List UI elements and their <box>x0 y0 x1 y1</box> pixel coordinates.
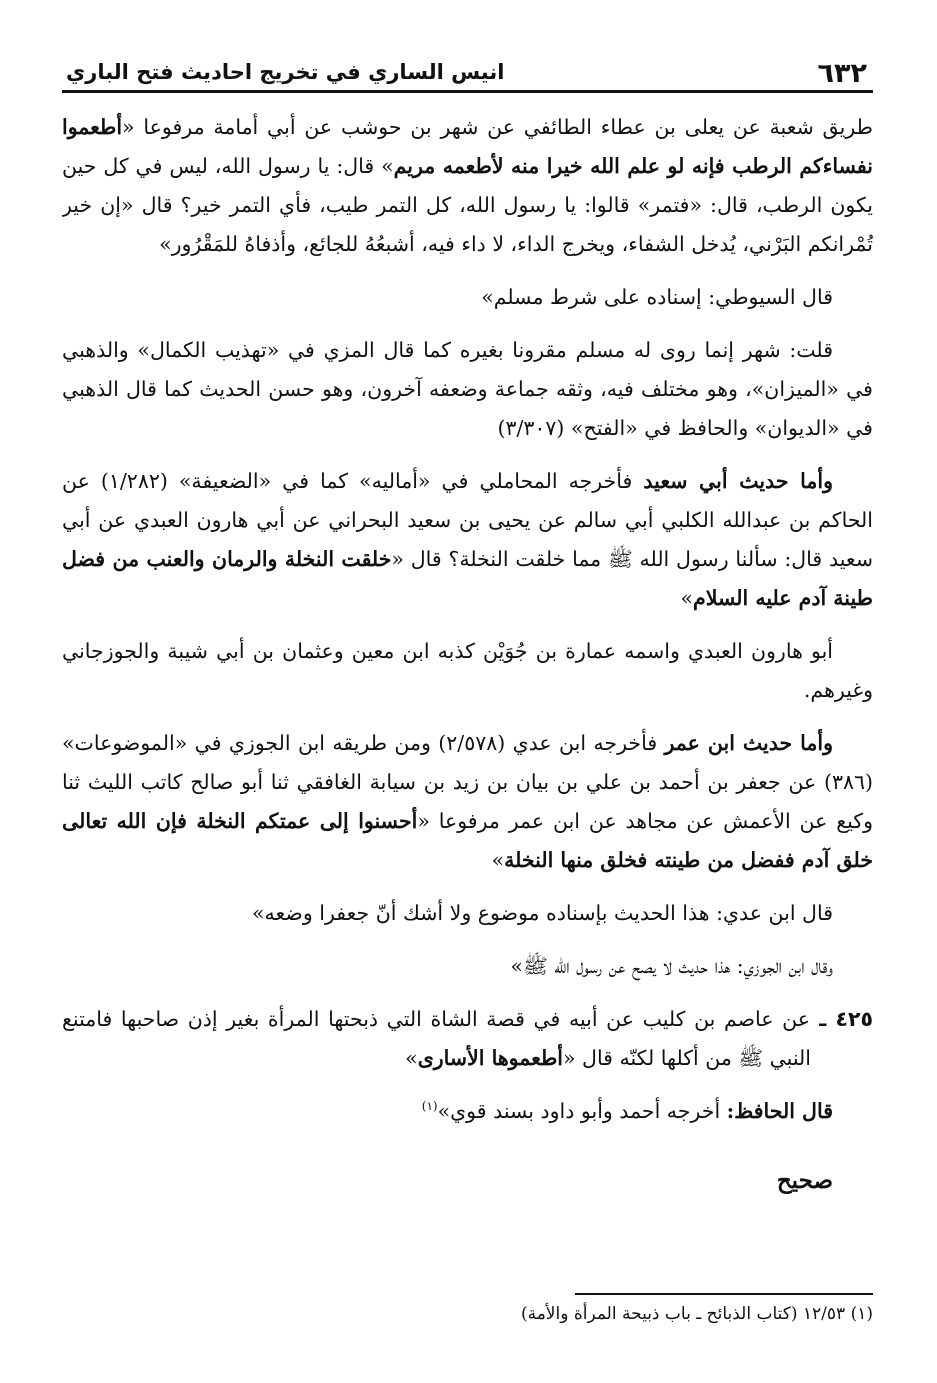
text-segment: فأخرجه ابن عدي (٢/٥٧٨) ومن طريقه ابن الجوزي في «الموضوعات» (٣٨٦) عن جعفر بن أحمد بن علي بن بيان بن زيد بن سيابة الغافقي ثنا أبو صالح كاتب الليث ثنا وكيع عن الأعمش عن مجاهد عن ابن عمر مرفوعا « <box>62 731 873 833</box>
hafiz-label: قال الحافظ: <box>726 1099 833 1123</box>
footnote-rule <box>575 1293 873 1295</box>
paragraph-ibn-jawzi: وقال ابن الجوزي: هذا حديث لا يصح عن رسول الله ﷺ» <box>510 954 833 978</box>
section-heading: وأما حديث أبي سعيد <box>643 469 833 493</box>
paragraph-hafiz <box>62 1092 873 1131</box>
section-heading: وأما حديث ابن عمر <box>664 731 833 755</box>
text-segment: فأخرجه المحاملي في «أماليه» كما في «الضعيفة» (١/٢٨٢) عن الحاكم بن عبدالله الكلبي أبي سالم عن يحيى بن سعيد البحراني عن أبي هارون العبدي عن أبي سعيد قال: سألنا رسول الله ﷺ مما خلقت النخلة؟ قال « <box>62 469 873 571</box>
footnote-ref[interactable]: (١) <box>421 1099 438 1114</box>
text-segment: عن عاصم بن كليب عن أبيه في قصة الشاة التي ذبحتها المرأة بغير إذن صاحبها فامتنع النبي ﷺ من أكلها لكنّه قال « <box>62 1007 811 1070</box>
item-number: ٤٢٥ <box>835 1007 873 1031</box>
running-title: انيس الساري في تخريج احاديث فتح الباري <box>66 60 505 84</box>
text-segment: » <box>405 1046 418 1070</box>
footnote-marker: (١) <box>850 1304 873 1324</box>
hadith-text: أحسنوا إلى عمتكم النخلة فإن الله تعالى خلق آدم ففضل من طينته فخلق منها النخلة <box>62 809 873 872</box>
paragraph-ibn-adi: قال ابن عدي: هذا الحديث بإسناده موضوع ولا أشك أنّ جعفرا وضعه» <box>252 901 833 925</box>
footnote <box>62 1300 873 1328</box>
hadith-text: أطعموا نفساءكم الرطب فإنه لو علم الله خيرا منه لأطعمه مريم <box>62 115 873 178</box>
main-text <box>62 108 873 1253</box>
paragraph-comment: قلت: شهر إنما روى له مسلم مقرونا بغيره كما قال المزي في «تهذيب الكمال» والذهبي في «الميزان»، وهو مختلف فيه، وثقه جماعة وضعفه آخرون، وهو حسن الحديث كما قال الذهبي في «الديوان» والحافظ في «الفتح» (٣/٣٠٧) <box>62 338 873 440</box>
page-number: ٦٣٢ <box>817 58 867 89</box>
verdict: صحيح <box>776 1167 833 1194</box>
paragraph-suyuti: قال السيوطي: إسناده على شرط مسلم» <box>481 285 833 309</box>
paragraph-abu-umama <box>62 108 873 264</box>
text-segment: » قال: يا رسول الله، ليس في كل حين يكون الرطب، قال: «فتمر» قالوا: يا رسول الله، كل التمر طيب، فأي التمر خير؟ قال «إن خير تُمْرانكم البَرْني، يُدخل الشفاء، ويخرج الداء، لا داء فيه، أشبعُهُ للجائع، وأذفاهُ للمَقْرُور» <box>62 154 873 256</box>
footnote-text: ١٢/٥٣ (كتاب الذبائح ـ باب ذبيحة المرأة والأمة) <box>520 1304 846 1324</box>
hadith-text: خلقت النخلة والرمان والعنب من فضل طينة آدم عليه السلام <box>62 547 873 610</box>
paragraph-abu-harun: أبو هارون العبدي واسمه عمارة بن جُوَيْن كذبه ابن معين وعثمان بن أبي شيبة والجوزجاني وغيرهم. <box>62 639 873 702</box>
text-segment: طريق شعبة عن يعلى بن عطاء الطائفي عن شهر بن حوشب عن أبي أمامة مرفوعا « <box>122 115 873 139</box>
text-segment: » <box>491 848 505 872</box>
hadith-item <box>62 1000 873 1078</box>
paragraph-abu-said <box>62 462 873 618</box>
item-dash: ـ <box>809 1007 836 1031</box>
header-rule <box>62 90 873 93</box>
hadith-text: أطعموها الأسارى <box>417 1046 563 1070</box>
hafiz-text: أخرجه أحمد وأبو داود بسند قوي» <box>437 1099 727 1123</box>
paragraph-ibn-umar <box>62 724 873 880</box>
page-header <box>62 52 873 88</box>
text-segment: » <box>680 586 694 610</box>
